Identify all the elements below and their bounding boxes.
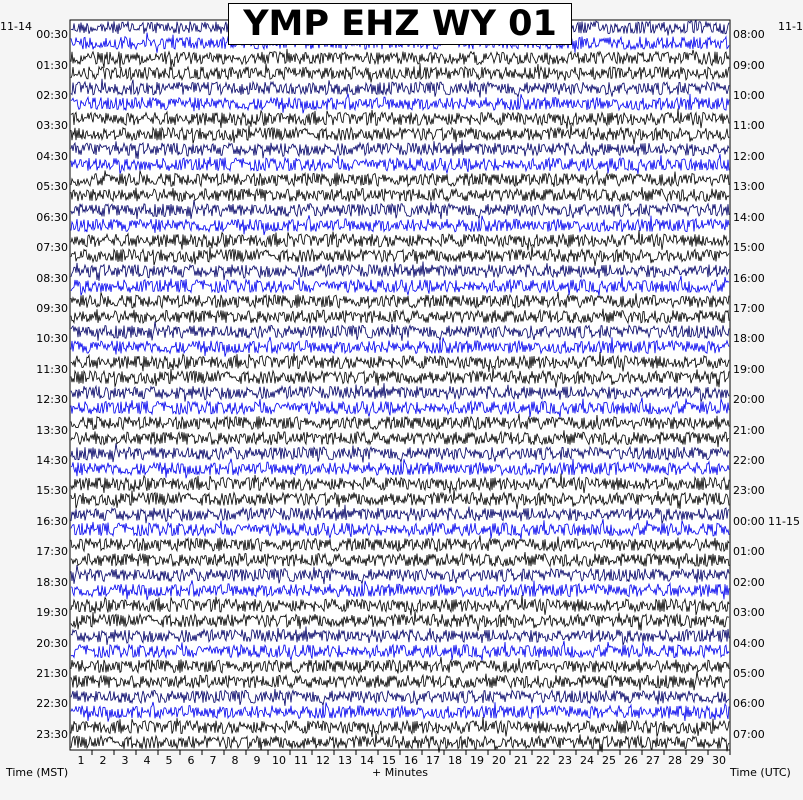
chart-title: YMP EHZ WY 01: [243, 4, 557, 44]
x-tick-label: 22: [536, 754, 550, 767]
x-tick-label: 3: [121, 754, 129, 767]
right-axis-label: Time (UTC): [730, 766, 791, 779]
right-time-label: 17:00: [733, 301, 765, 315]
right-mid-date-label: 11-15: [768, 514, 800, 528]
right-time-label: 01:00: [733, 545, 765, 559]
x-tick-label: 28: [668, 754, 682, 767]
left-time-label: 00:30: [36, 28, 68, 42]
x-tick-label: 17: [426, 754, 440, 767]
x-tick-label: 25: [602, 754, 616, 767]
x-tick-label: 11: [294, 754, 308, 767]
left-time-label: 16:30: [36, 514, 68, 528]
x-tick-label: 1: [77, 754, 85, 767]
left-time-label: 17:30: [36, 545, 68, 559]
left-time-label: 13:30: [36, 423, 68, 437]
x-tick-label: 8: [231, 754, 239, 767]
left-time-label: 07:30: [36, 241, 68, 255]
x-tick-label: 20: [492, 754, 506, 767]
right-time-label: 19:00: [733, 362, 765, 376]
chart-title-box: [228, 3, 572, 45]
left-time-label: 08:30: [36, 271, 68, 285]
left-time-label: 15:30: [36, 484, 68, 498]
left-time-label: 12:30: [36, 393, 68, 407]
x-tick-label: 19: [470, 754, 484, 767]
right-time-label: 15:00: [733, 241, 765, 255]
x-tick-label: 12: [316, 754, 330, 767]
right-time-label: 21:00: [733, 423, 765, 437]
x-axis-ticks: [78, 750, 731, 767]
left-time-label: 01:30: [36, 58, 68, 72]
left-time-label: 20:30: [36, 636, 68, 650]
left-time-label: 09:30: [36, 301, 68, 315]
right-time-label: 20:00: [733, 393, 765, 407]
x-tick-label: 26: [624, 754, 638, 767]
right-time-label: 11:00: [733, 119, 765, 133]
x-tick-label: 23: [558, 754, 572, 767]
left-time-label: 14:30: [36, 454, 68, 468]
x-tick-label: 14: [360, 754, 374, 767]
x-tick-label: 6: [187, 754, 195, 767]
right-time-label: 04:00: [733, 636, 765, 650]
right-date-label: 11-1: [778, 20, 803, 33]
left-axis-label: Time (MST): [6, 766, 69, 779]
right-time-label: 23:00: [733, 484, 765, 498]
right-time-label: 18:00: [733, 332, 765, 346]
right-time-label: 14:00: [733, 210, 765, 224]
x-tick-label: 7: [209, 754, 217, 767]
right-time-label: 22:00: [733, 454, 765, 468]
left-time-label: 23:30: [36, 727, 68, 741]
right-time-label: 03:00: [733, 606, 765, 620]
x-axis-label: + Minutes: [372, 766, 429, 779]
left-date-label: 11-14: [0, 20, 32, 33]
right-time-label: 16:00: [733, 271, 765, 285]
right-time-label: 02:00: [733, 575, 765, 589]
x-tick-label: 9: [253, 754, 261, 767]
x-tick-label: 4: [143, 754, 151, 767]
x-tick-label: 21: [514, 754, 528, 767]
left-time-label: 02:30: [36, 89, 68, 103]
x-tick-label: 27: [646, 754, 660, 767]
right-time-label: 05:00: [733, 666, 765, 680]
x-tick-label: 30: [712, 754, 726, 767]
left-time-label: 19:30: [36, 606, 68, 620]
x-tick-label: 13: [338, 754, 352, 767]
left-time-label: 10:30: [36, 332, 68, 346]
x-tick-label: 18: [448, 754, 462, 767]
right-time-label: 08:00: [733, 28, 765, 42]
x-tick-label: 5: [165, 754, 173, 767]
right-time-label: 06:00: [733, 697, 765, 711]
x-tick-label: 24: [580, 754, 594, 767]
left-time-label: 04:30: [36, 149, 68, 163]
left-time-label: 06:30: [36, 210, 68, 224]
x-tick-label: 16: [404, 754, 418, 767]
right-time-label: 00:00: [733, 514, 765, 528]
left-time-label: 03:30: [36, 119, 68, 133]
x-tick-label: 29: [690, 754, 704, 767]
right-time-label: 13:00: [733, 180, 765, 194]
right-time-label: 10:00: [733, 89, 765, 103]
left-time-label: 22:30: [36, 697, 68, 711]
left-time-label: 21:30: [36, 666, 68, 680]
left-time-label: 11:30: [36, 362, 68, 376]
right-time-label: 12:00: [733, 149, 765, 163]
right-time-label: 09:00: [733, 58, 765, 72]
left-time-label: 18:30: [36, 575, 68, 589]
x-tick-label: 15: [382, 754, 396, 767]
x-tick-label: 2: [99, 754, 107, 767]
x-tick-label: 10: [272, 754, 286, 767]
right-time-label: 07:00: [733, 727, 765, 741]
left-time-label: 05:30: [36, 180, 68, 194]
